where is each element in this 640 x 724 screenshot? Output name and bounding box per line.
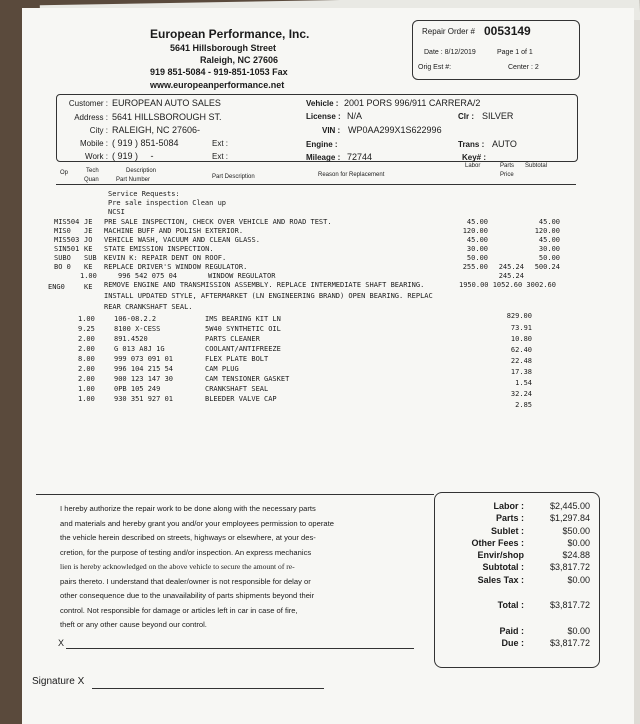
authorization-line: lien is hereby acknowledged on the above vehicle to secure the amount of re- — [60, 562, 295, 571]
part-number: 106-08.2.2 — [114, 315, 157, 323]
col-reason: Reason for Replacement — [318, 172, 385, 178]
labor-amount: 255.00 — [462, 263, 488, 271]
labor-subtotal: 45.00 — [538, 236, 560, 244]
authorization-signature-line[interactable] — [66, 648, 414, 649]
part-qty: 1.00 — [78, 385, 95, 393]
work-label: Work : — [85, 152, 108, 161]
labor-tech: JE — [84, 218, 93, 226]
labor-description: STATE EMISSION INSPECTION. — [104, 245, 214, 253]
part-description: WINDOW REGULATOR — [208, 272, 276, 280]
part-price: 73.91 — [510, 324, 532, 332]
repair-order-sheet — [22, 8, 634, 724]
service-requests-heading: Service Requests: — [108, 190, 180, 198]
col-part-number: Part Number — [116, 177, 151, 183]
total-value: $24.88 — [562, 550, 590, 561]
engine-op: ENG0 — [48, 283, 65, 291]
company-city: Raleigh, NC 27606 — [200, 55, 279, 65]
part-qty: 1.00 — [80, 272, 97, 280]
part-price: 1.54 — [515, 379, 532, 387]
labor-amount: 50.00 — [466, 254, 488, 262]
labor-amount: 30.00 — [466, 245, 488, 253]
engine-label: Engine : — [306, 140, 338, 149]
authorization-line: I hereby authorize the repair work to be done along with the necessary parts — [60, 504, 316, 513]
authorization-line: cretion, for the purpose of testing and/or inspection. An express mechanics — [60, 547, 312, 557]
part-description: CAM TENSIONER GASKET — [205, 375, 290, 383]
part-description: 5W40 SYNTHETIC OIL — [205, 325, 281, 333]
part-qty: 2.00 — [78, 375, 95, 383]
due-value: $3,817.72 — [549, 638, 590, 648]
service-request-line: NCSI — [108, 208, 125, 216]
part-number: 930 351 927 01 — [114, 395, 174, 403]
engine-amounts: 1950.00 1052.60 3002.60 — [459, 281, 556, 289]
mileage-value: 72744 — [347, 152, 373, 162]
col-part-description: Part Description — [212, 174, 255, 180]
vehicle-description: 2001 PORS 996/911 CARRERA/2 — [344, 98, 481, 108]
total-row-sales-tax — [442, 574, 592, 586]
part-number: 999 073 091 01 — [114, 355, 174, 363]
part-qty: 1.00 — [78, 315, 95, 323]
footer-rule — [36, 494, 434, 495]
part-description: IMS BEARING KIT LN — [205, 315, 281, 323]
total-row-other-fees — [442, 537, 592, 549]
paid-row — [442, 626, 592, 636]
customer-mobile: ( 919 ) 851-5084 — [112, 138, 179, 148]
authorization-line: control. Not responsible for damage or articles left in car in case of fire, — [60, 605, 298, 615]
authorization-x-label: X — [58, 638, 65, 648]
key-label: Key# : — [462, 153, 487, 162]
due-row — [442, 638, 592, 648]
part-number: 891.4520 — [114, 335, 148, 343]
engine-description: REMOVE ENGINE AND TRANSMISSION ASSEMBLY. REPLACE INTERMEDIATE SHAFT BEARING. — [104, 281, 425, 289]
part-price: 245.24 — [498, 272, 524, 280]
col-quan: Quan — [84, 177, 99, 183]
total-value: $1,297.84 — [549, 513, 590, 524]
labor-op: SIN501 — [54, 245, 80, 253]
mileage-label: Mileage : — [306, 153, 341, 162]
work-ext-label: Ext : — [212, 152, 229, 161]
vehicle-label: Vehicle : — [306, 99, 339, 108]
total-label: Envir/shop — [477, 550, 524, 561]
mobile-ext-label: Ext : — [212, 139, 229, 148]
customer-address: 5641 HILLSBOROUGH ST. — [112, 112, 222, 122]
labor-description: KEVIN K: REPAIR DENT ON ROOF. — [104, 254, 227, 262]
due-label: Due : — [501, 638, 524, 648]
labor-tech: JE — [84, 227, 93, 235]
part-description: CAM PLUG — [205, 365, 239, 373]
signature-label: Signature X — [32, 676, 85, 687]
part-price: 62.40 — [510, 346, 532, 354]
labor-subtotal: 45.00 — [538, 218, 560, 226]
labor-amount: 45.00 — [466, 236, 488, 244]
total-label: Sales Tax : — [477, 574, 524, 585]
total-value: $0.00 — [567, 537, 590, 548]
authorization-line: theft or any other cause beyond our control. — [60, 620, 207, 629]
company-website: www.europeanperformance.net — [150, 80, 285, 90]
license-label: License : — [306, 112, 341, 121]
col-subtotal: Subtotal — [525, 163, 548, 169]
labor-amount: 120.00 — [462, 227, 488, 235]
authorization-line: pairs thereto. I understand that dealer/owner is not responsible for delay or — [60, 576, 311, 586]
repair-order-label: Repair Order # — [422, 27, 475, 36]
labor-subtotal: 50.00 — [538, 254, 560, 262]
part-number: 996 104 215 54 — [114, 365, 174, 373]
engine-description: REAR CRANKSHAFT SEAL. — [104, 303, 193, 311]
color-value: SILVER — [482, 111, 514, 121]
labor-description: PRE SALE INSPECTION, CHECK OVER VEHICLE AND ROAD TEST. — [104, 218, 332, 226]
columns-rule — [56, 184, 576, 185]
labor-tech: SUB — [84, 254, 97, 262]
total-label: Subtotal : — [482, 562, 524, 573]
labor-subtotal: 120.00 — [534, 227, 560, 235]
grand-total-label: Total : — [497, 600, 524, 610]
col-tech: Tech — [86, 168, 99, 174]
customer-label: Customer : — [68, 99, 108, 108]
labor-description: VEHICLE WASH, VACUUM AND CLEAN GLASS. — [104, 236, 260, 244]
repair-order-number: 0053149 — [484, 24, 531, 38]
part-description: BLEEDER VALVE CAP — [205, 395, 277, 403]
totals-list — [442, 500, 592, 586]
labor-op: MIS504 — [54, 218, 80, 226]
labor-op: MIS0 — [54, 227, 71, 235]
color-label: Clr : — [458, 112, 474, 121]
part-number: 900 123 147 30 — [114, 375, 174, 383]
engine-tech: KE — [84, 283, 93, 291]
col-op: Op — [60, 170, 69, 176]
part-qty: 9.25 — [78, 325, 95, 333]
total-label: Labor : — [493, 501, 524, 511]
part-price: 22.48 — [510, 357, 532, 365]
labor-tech: KE — [84, 245, 93, 253]
license-value: N/A — [347, 111, 363, 121]
labor-op: BO 0 — [54, 263, 71, 271]
labor-subtotal: 30.00 — [538, 245, 560, 253]
total-value: $50.00 — [562, 525, 590, 536]
part-qty: 1.00 — [78, 395, 95, 403]
total-label: Parts : — [495, 513, 524, 524]
vin-label: VIN : — [322, 126, 341, 135]
service-request-line: Pre sale inspection Clean up — [108, 199, 227, 207]
labor-description: REPLACE DRIVER'S WINDOW REGULATOR. — [104, 263, 248, 271]
part-description: COOLANT/ANTIFREEZE — [205, 345, 281, 353]
part-qty: 2.00 — [78, 345, 95, 353]
trans-label: Trans : — [458, 140, 485, 149]
authorization-line: the vehicle herein described on streets, highways or elsewhere, at your des- — [60, 533, 316, 542]
company-phones: 919 851-5084 - 919-851-1053 Fax — [150, 67, 288, 77]
labor-op: SUBO — [54, 254, 71, 262]
part-description: PARTS CLEANER — [205, 335, 260, 343]
part-number: 0PB 105 249 — [114, 385, 161, 393]
trans-value: AUTO — [492, 139, 517, 149]
total-row-envir — [442, 549, 592, 561]
col-parts: Parts — [500, 163, 515, 169]
paid-value: $0.00 — [567, 626, 590, 636]
customer-name: EUROPEAN AUTO SALES — [112, 98, 221, 108]
col-labor: Labor — [465, 163, 481, 169]
engine-description: INSTALL UPDATED STYLE, AFTERMARKET (LN ENGINEERING BRAND) OPEN BEARING. REPLAC — [104, 292, 433, 300]
part-price: 829.00 — [506, 312, 532, 320]
mobile-label: Mobile : — [79, 139, 108, 148]
part-qty: 2.00 — [78, 365, 95, 373]
part-price: 10.80 — [510, 335, 532, 343]
grand-total-row — [442, 600, 592, 610]
total-row-sublet — [442, 525, 592, 537]
center-label: Center : 2 — [508, 64, 539, 71]
part-number: 996 542 075 04 — [118, 272, 178, 280]
total-row-parts — [442, 512, 592, 524]
total-value: $2,445.00 — [549, 501, 590, 511]
labor-tech: KE — [84, 263, 93, 271]
orig-est-label: Orig Est #: — [418, 64, 452, 71]
company-address: 5641 Hillsborough Street — [170, 43, 277, 53]
authorization-line: other consequence due to the unavailability of parts shipments beyond their — [60, 591, 315, 600]
labor-tech: JO — [84, 236, 93, 244]
total-value: $0.00 — [567, 574, 590, 585]
part-qty: 2.00 — [78, 335, 95, 343]
col-price: Price — [500, 172, 514, 178]
vin-value: WP0AA299X1S622996 — [348, 125, 442, 135]
part-price: 32.24 — [510, 390, 532, 398]
city-label: City : — [89, 126, 108, 135]
part-description: FLEX PLATE BOLT — [205, 355, 269, 363]
repair-order-page: Page 1 of 1 — [497, 49, 533, 56]
total-row-subtotal — [442, 561, 592, 573]
total-label: Sublet : — [491, 525, 524, 536]
address-label: Address : — [74, 113, 108, 122]
labor-op: MIS503 — [54, 236, 80, 244]
part-description: CRANKSHAFT SEAL — [205, 385, 269, 393]
labor-amount: 45.00 — [466, 218, 488, 226]
customer-city: RALEIGH, NC 27606- — [112, 125, 201, 135]
part-number: G 013 A8J 1G — [114, 345, 165, 353]
total-value: $3,817.72 — [549, 562, 590, 573]
authorization-text — [60, 502, 440, 633]
total-row-labor — [442, 500, 592, 512]
part-number: 8100 X-CESS — [114, 325, 161, 333]
part-price: 2.85 — [515, 401, 532, 409]
col-description: Description — [126, 168, 157, 174]
customer-work: ( 919 ) - — [112, 151, 154, 161]
part-price: 17.38 — [510, 368, 532, 376]
paid-label: Paid : — [499, 626, 524, 636]
authorization-line: and materials and hereby grant you and/or your employees permission to operate — [60, 518, 334, 528]
repair-order-date: Date : 8/12/2019 — [424, 49, 476, 56]
labor-description: MACHINE BUFF AND POLISH EXTERIOR. — [104, 227, 244, 235]
labor-parts: 245.24 — [498, 263, 524, 271]
total-label: Other Fees : — [471, 537, 524, 548]
company-name: European Performance, Inc. — [150, 27, 310, 41]
labor-subtotal: 500.24 — [534, 263, 560, 271]
signature-line[interactable] — [92, 688, 324, 689]
part-qty: 8.00 — [78, 355, 95, 363]
grand-total-value: $3,817.72 — [549, 600, 590, 610]
